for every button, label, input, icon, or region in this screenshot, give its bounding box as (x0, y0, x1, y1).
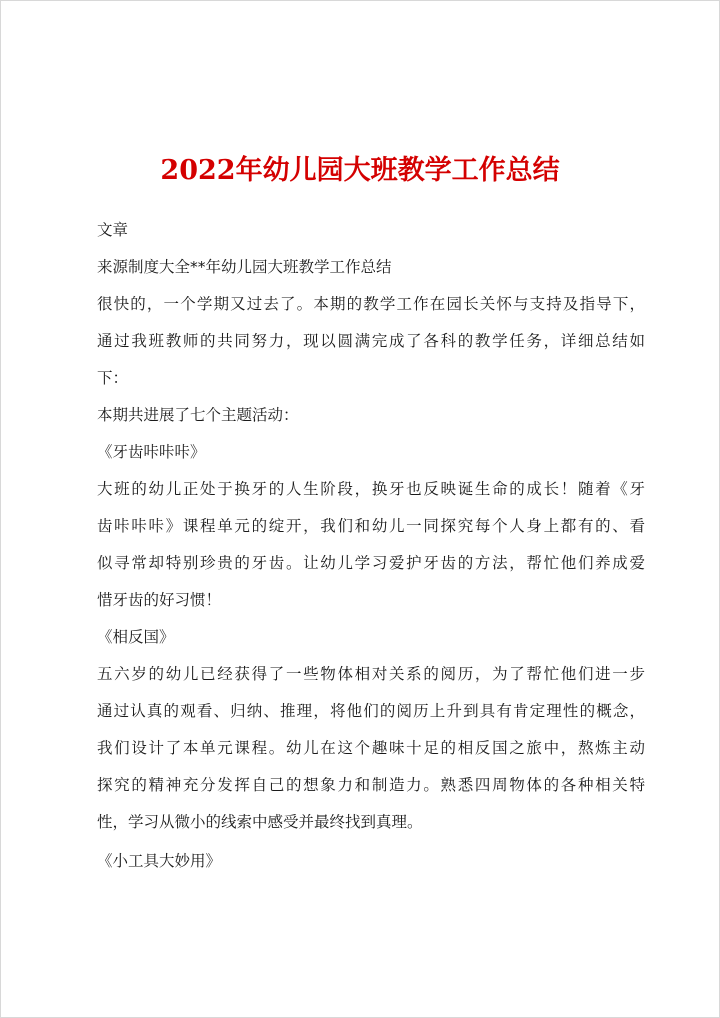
text-line: 我们设计了本单元课程。幼儿在这个趣味十足的相反国之旅中，熬炼主动 (97, 739, 645, 757)
section-heading: 《相反国》 (97, 628, 175, 646)
document-title: 2022年幼儿园大班教学工作总结 (160, 155, 560, 186)
text-line: 通过我班教师的共同努力，现以圆满完成了各科的教学任务，详细总结如 (97, 332, 645, 350)
text-line: 探究的精神充分发挥自己的想象力和制造力。熟悉四周物体的各种相关特 (97, 776, 645, 794)
text-line: 文章 (97, 221, 129, 239)
text-line: 似寻常却特别珍贵的牙齿。让幼儿学习爱护牙齿的方法，帮忙他们养成爱 (97, 554, 645, 572)
text-line: 本期共进展了七个主题活动： (97, 406, 299, 424)
text-line: 很快的，一个学期又过去了。本期的教学工作在园长关怀与支持及指导下， (97, 295, 645, 313)
text-line: 来源制度大全**年幼儿园大班教学工作总结 (97, 258, 392, 276)
text-line: 下： (97, 369, 129, 387)
section-heading: 《牙齿咔咔咔》 (97, 443, 206, 461)
text-line: 齿咔咔咔》课程单元的绽开，我们和幼儿一同探究每个人身上都有的、看 (97, 517, 645, 535)
section-heading: 《小工具大妙用》 (97, 852, 222, 870)
text-line: 大班的幼儿正处于换牙的人生阶段，换牙也反映诞生命的成长！随着《牙 (97, 480, 645, 498)
text-line: 性，学习从微小的线索中感受并最终找到真理。 (97, 813, 423, 831)
text-line: 惜牙齿的好习惯！ (97, 591, 222, 609)
text-line: 五六岁的幼儿已经获得了一些物体相对关系的阅历，为了帮忙他们进一步 (97, 665, 645, 683)
text-line: 通过认真的观看、归纳、推理，将他们的阅历上升到具有肯定理性的概念， (97, 702, 645, 720)
